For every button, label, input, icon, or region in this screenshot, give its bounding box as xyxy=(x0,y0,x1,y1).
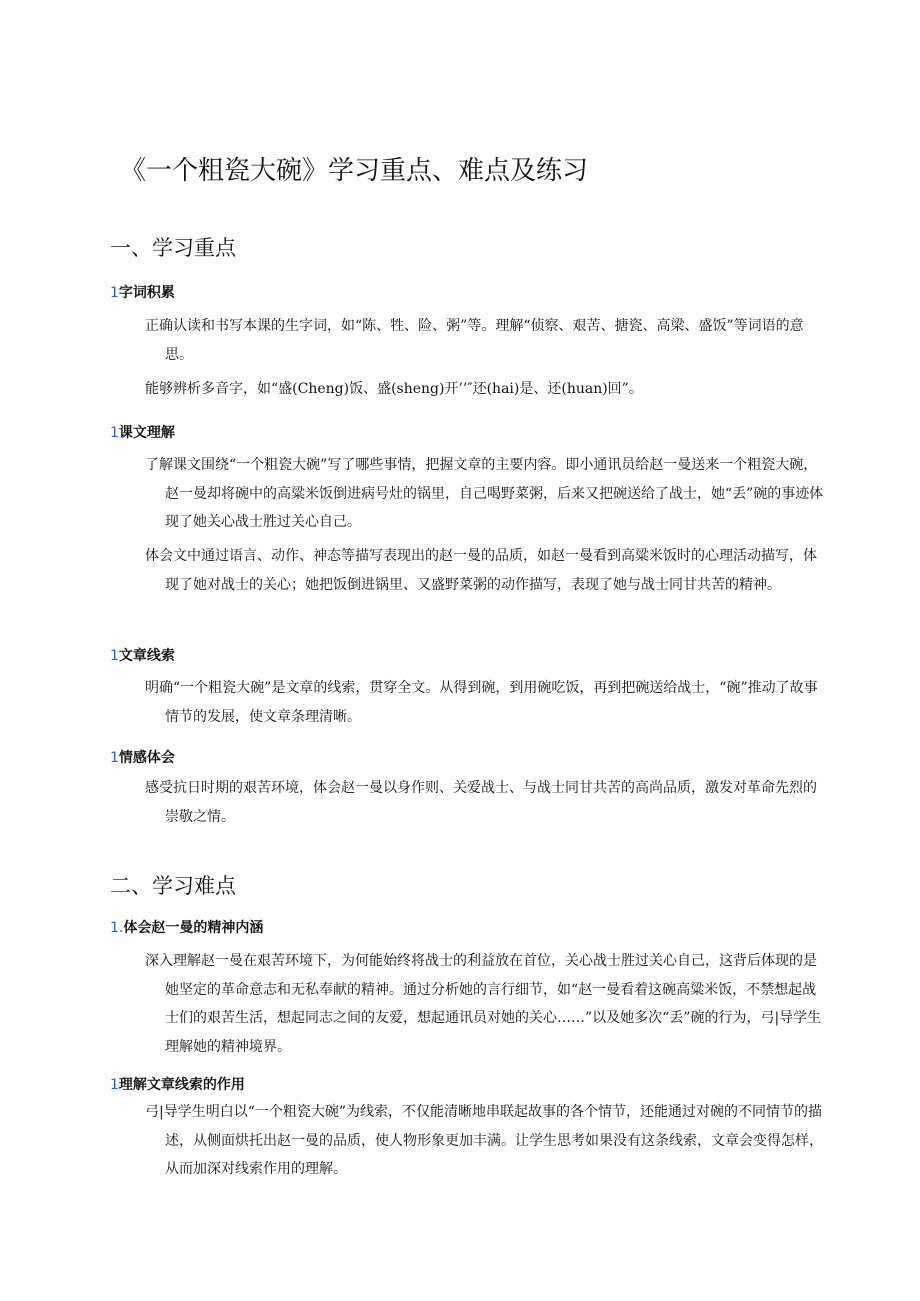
paragraph-clue-function: 弓|导学生明白以“一个粗瓷大碗”为线索，不仅能清晰地串联起故事的各个情节，还能通过对碗的不同情节的描述，从侧面烘托出赵一曼的品质，使人物形象更加丰满。让学生思考如果没有这条线索，文章会变得怎样，从而加深对线索作用的理解。 xyxy=(145,1104,823,1177)
subheading-number: 1. xyxy=(110,920,124,936)
subheading-label: 理解文章线索的作用 xyxy=(118,1077,245,1093)
subheading-label: 课文理解 xyxy=(118,425,175,441)
subheading-label: 文章线索 xyxy=(118,648,175,664)
subheading-clue-function xyxy=(110,1074,245,1094)
subheading-emotion xyxy=(110,747,175,767)
paragraph-main-content: 了解课文围绕“一个粗瓷大碗”写了哪些事情，把握文章的主要内容。即小通讯员给赵一曼送来一个粗瓷大碗，赵一曼却将碗中的高粱米饭倒进病号灶的锅里，自己喝野菜粥，后来又把碗送给了战士，她“丢”碗的事迹体现了她关心战士胜过关心自己。 xyxy=(145,457,824,530)
subheading-label: 体会赵一曼的精神内涵 xyxy=(123,920,264,936)
paragraph-character-quality: 体会文中通过语言、动作、神态等描写表现出的赵一曼的品质，如赵一曼看到高粱米饭时的心理活动描写，体现了她对战士的关心；她把饭倒进锅里、又盛野菜粥的动作描写，表现了她与战士同甘共苦的精神。 xyxy=(145,548,817,593)
subheading-vocabulary xyxy=(110,282,175,302)
subheading-label: 字词积累 xyxy=(118,285,175,301)
subheading-clue xyxy=(110,645,175,665)
subheading-number: 1 xyxy=(110,1077,119,1093)
subheading-text-understanding xyxy=(110,422,175,442)
paragraph-polyphones: 能够辨析多音字，如“盛(Cheng)饭、盛(sheng)开’’″还(hai)是、还(huan)回”。 xyxy=(145,381,643,397)
section-heading-difficulties: 二、学习难点 xyxy=(110,874,236,898)
subheading-number: 1 xyxy=(110,425,119,441)
subheading-label: 情感体会 xyxy=(118,750,175,766)
section-heading-key-points: 一、学习重点 xyxy=(110,236,236,260)
paragraph-clue: 明确“一个粗瓷大碗”是文章的线索，贯穿全文。从得到碗，到用碗吃饭，再到把碗送给战士，“碗”推动了故事情节的发展，使文章条理清晰。 xyxy=(145,680,818,725)
subheading-number: 1 xyxy=(110,750,119,766)
paragraph-vocabulary: 正确认读和书写本课的生字词，如“陈、牲、险、粥”等。理解“侦察、艰苦、搪瓷、高梁、盛饭”等词语的意思。 xyxy=(145,318,804,363)
subheading-number: 1 xyxy=(110,285,119,301)
subheading-number: 1 xyxy=(110,648,119,664)
paragraph-emotion: 感受抗日时期的艰苦环境，体会赵一曼以身作则、关爱战士、与战士同甘共苦的高尚品质，激发对革命先烈的崇敬之情。 xyxy=(145,780,817,825)
document-title: 《一个粗瓷大碗》学习重点、难点及练习 xyxy=(120,156,589,186)
subheading-spirit xyxy=(110,917,263,937)
paragraph-spirit: 深入理解赵一曼在艰苦环境下，为何能始终将战士的利益放在首位，关心战士胜过关心自己，这背后体现的是她坚定的革命意志和无私奉献的精神。通过分析她的言行细节，如“赵一曼看着这碗高粱米饭，不禁想起战士们的艰苦生活，想起同志之间的友爱，想起通讯员对她的关心……”以及她多次“丢”碗的行为，弓|导学生理解她的精神境界。 xyxy=(145,953,822,1055)
